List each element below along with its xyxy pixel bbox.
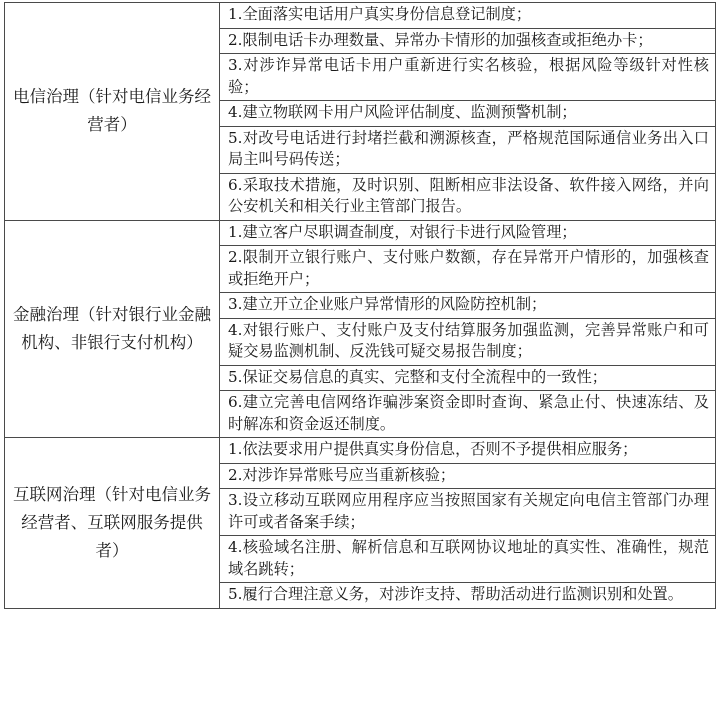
measure-item: 1.建立客户尽职调查制度，对银行卡进行风险管理； xyxy=(220,220,716,246)
table-row xyxy=(5,3,716,29)
measure-item: 5.对改号电话进行封堵拦截和溯源核查，严格规范国际通信业务出入口局主叫号码传送； xyxy=(220,126,716,173)
table-row xyxy=(5,438,716,464)
table-row xyxy=(5,220,716,246)
measure-item: 3.对涉诈异常电话卡用户重新进行实名核验，根据风险等级针对性核验； xyxy=(220,54,716,101)
measure-item: 2.限制电话卡办理数量、异常办卡情形的加强核查或拒绝办卡； xyxy=(220,28,716,54)
category-cell-internet: 互联网治理（针对电信业务经营者、互联网服务提供者） xyxy=(5,438,220,609)
measure-item: 1.全面落实电话用户真实身份信息登记制度； xyxy=(220,3,716,29)
measure-item: 2.限制开立银行账户、支付账户数额，存在异常开户情形的，加强核查或拒绝开户； xyxy=(220,246,716,293)
measure-item: 6.采取技术措施，及时识别、阻断相应非法设备、软件接入网络，并向公安机关和相关行业主管部门报告。 xyxy=(220,173,716,220)
category-cell-finance: 金融治理（针对银行业金融机构、非银行支付机构） xyxy=(5,220,220,438)
measure-item: 1.依法要求用户提供真实身份信息，否则不予提供相应服务； xyxy=(220,438,716,464)
measure-item: 6.建立完善电信网络诈骗涉案资金即时查询、紧急止付、快速冻结、及时解冻和资金返还制度。 xyxy=(220,391,716,438)
measure-item: 3.建立开立企业账户异常情形的风险防控机制； xyxy=(220,293,716,319)
measure-item: 5.履行合理注意义务，对涉诈支持、帮助活动进行监测识别和处置。 xyxy=(220,583,716,609)
measure-item: 4.核验域名注册、解析信息和互联网协议地址的真实性、准确性，规范域名跳转； xyxy=(220,536,716,583)
measure-item: 4.建立物联网卡用户风险评估制度、监测预警机制； xyxy=(220,101,716,127)
measure-item: 4.对银行账户、支付账户及支付结算服务加强监测，完善异常账户和可疑交易监测机制、反洗钱可疑交易报告制度； xyxy=(220,318,716,365)
measure-item: 2.对涉诈异常账号应当重新核验； xyxy=(220,463,716,489)
anti-fraud-measures-table xyxy=(4,2,716,609)
category-cell-telecom: 电信治理（针对电信业务经营者） xyxy=(5,3,220,221)
measure-item: 3.设立移动互联网应用程序应当按照国家有关规定向电信主管部门办理许可或者备案手续； xyxy=(220,489,716,536)
measure-item: 5.保证交易信息的真实、完整和支付全流程中的一致性； xyxy=(220,365,716,391)
